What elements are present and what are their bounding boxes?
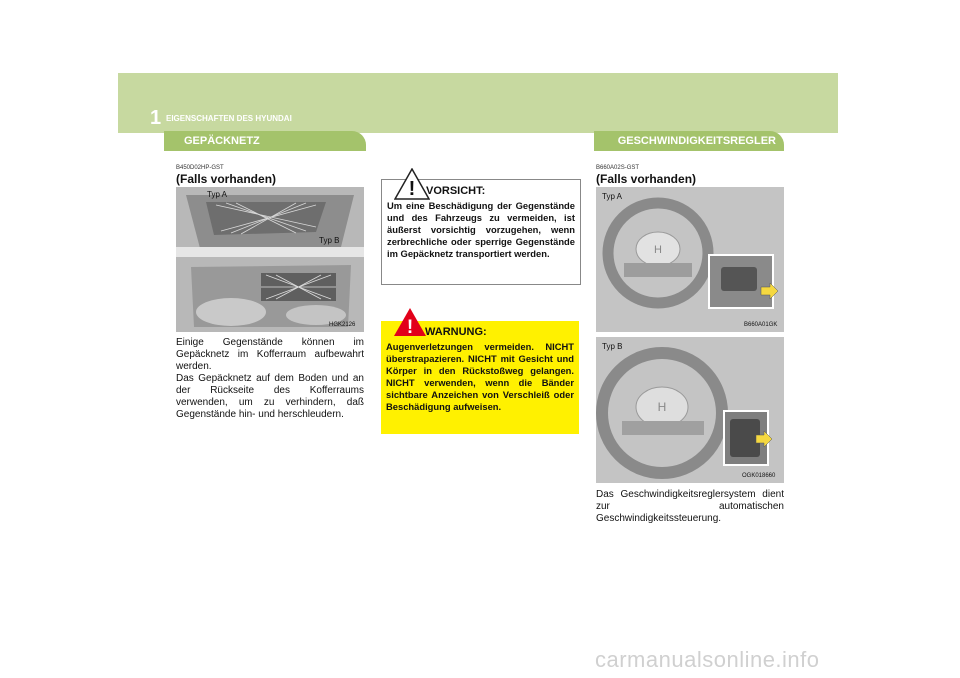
warning-box	[381, 317, 579, 434]
figure-label-typ-b: Typ B	[319, 236, 340, 245]
figure-label-typ-a: Typ A	[207, 190, 228, 199]
body-paragraph: Das Geschwindigkeitsreglersystem dient zur automatischen Geschwindigkeitssteuerung.	[596, 489, 784, 524]
watermark: carmanualsonline.info	[595, 647, 820, 672]
chapter-number: 1	[150, 107, 162, 129]
caution-title: VORSICHT:	[426, 185, 486, 197]
body-paragraph-1: Einige Gegenstände können im Gepäcknetz im Kofferraum aufbewahrt werden.	[176, 337, 364, 372]
figure-code-b: OGK018660	[742, 473, 776, 479]
section-code: B660A02S-GST	[596, 165, 640, 171]
svg-text:!: !	[406, 317, 414, 337]
section-title-gepaecknetz: GEPÄCKNETZ	[164, 131, 366, 151]
section-title-geschwindigkeitsregler: GESCHWINDIGKEITSREGLER	[594, 131, 784, 151]
warning-text: Augenverletzungen vermeiden. NICHT überstrapazieren. NICHT mit Gesicht und Körper in den Rückstoßweg gelangen. NICHT verwenden, wenn die Bänder sichtbare Anzeichen von Verschleiß oder Beschädigung aufweisen.	[386, 341, 574, 412]
steering-wheel-b-illustration	[596, 337, 784, 483]
steering-wheel-photo-a	[596, 187, 784, 332]
page-number: 86	[139, 139, 150, 149]
header-band	[118, 73, 838, 133]
steering-wheel-photo-b	[596, 337, 784, 483]
caution-box	[381, 179, 581, 285]
figure-code-a: B660A01GK	[744, 322, 778, 328]
warning-triangle-icon	[393, 307, 427, 337]
body-paragraph-2: Das Gepäcknetz auf dem Boden und an der Rückseite des Kofferraums verwenden, um zu verhindern, daß Gegenstände hin- und herschleudern.	[176, 373, 364, 420]
svg-text:!: !	[408, 178, 416, 200]
trunk-net-photo	[176, 187, 364, 332]
caution-text: Um eine Beschädigung der Gegenstände und des Fahrzeugs zu vermeiden, ist äußerst vorsichtig vorzugehen, wenn zerbrechliche oder sperrige Gegenstände im Gepäcknetz transportiert werden.	[387, 200, 575, 259]
trunk-net-illustration	[176, 187, 364, 332]
subheading: (Falls vorhanden)	[596, 172, 697, 186]
subheading: (Falls vorhanden)	[176, 172, 277, 186]
svg-text:H: H	[654, 244, 662, 256]
figure-label-typ-b: Typ B	[602, 342, 623, 351]
warning-title: WARNUNG:	[425, 326, 487, 338]
steering-wheel-a-illustration	[596, 187, 784, 332]
section-code: B450D02HP-GST	[176, 165, 224, 171]
warning-triangle-icon	[394, 168, 430, 200]
figure-code: HGK2126	[329, 322, 356, 328]
svg-text:H: H	[657, 400, 667, 414]
figure-label-typ-a: Typ A	[602, 192, 623, 201]
chapter-title: EIGENSCHAFTEN DES HYUNDAI	[166, 114, 292, 123]
